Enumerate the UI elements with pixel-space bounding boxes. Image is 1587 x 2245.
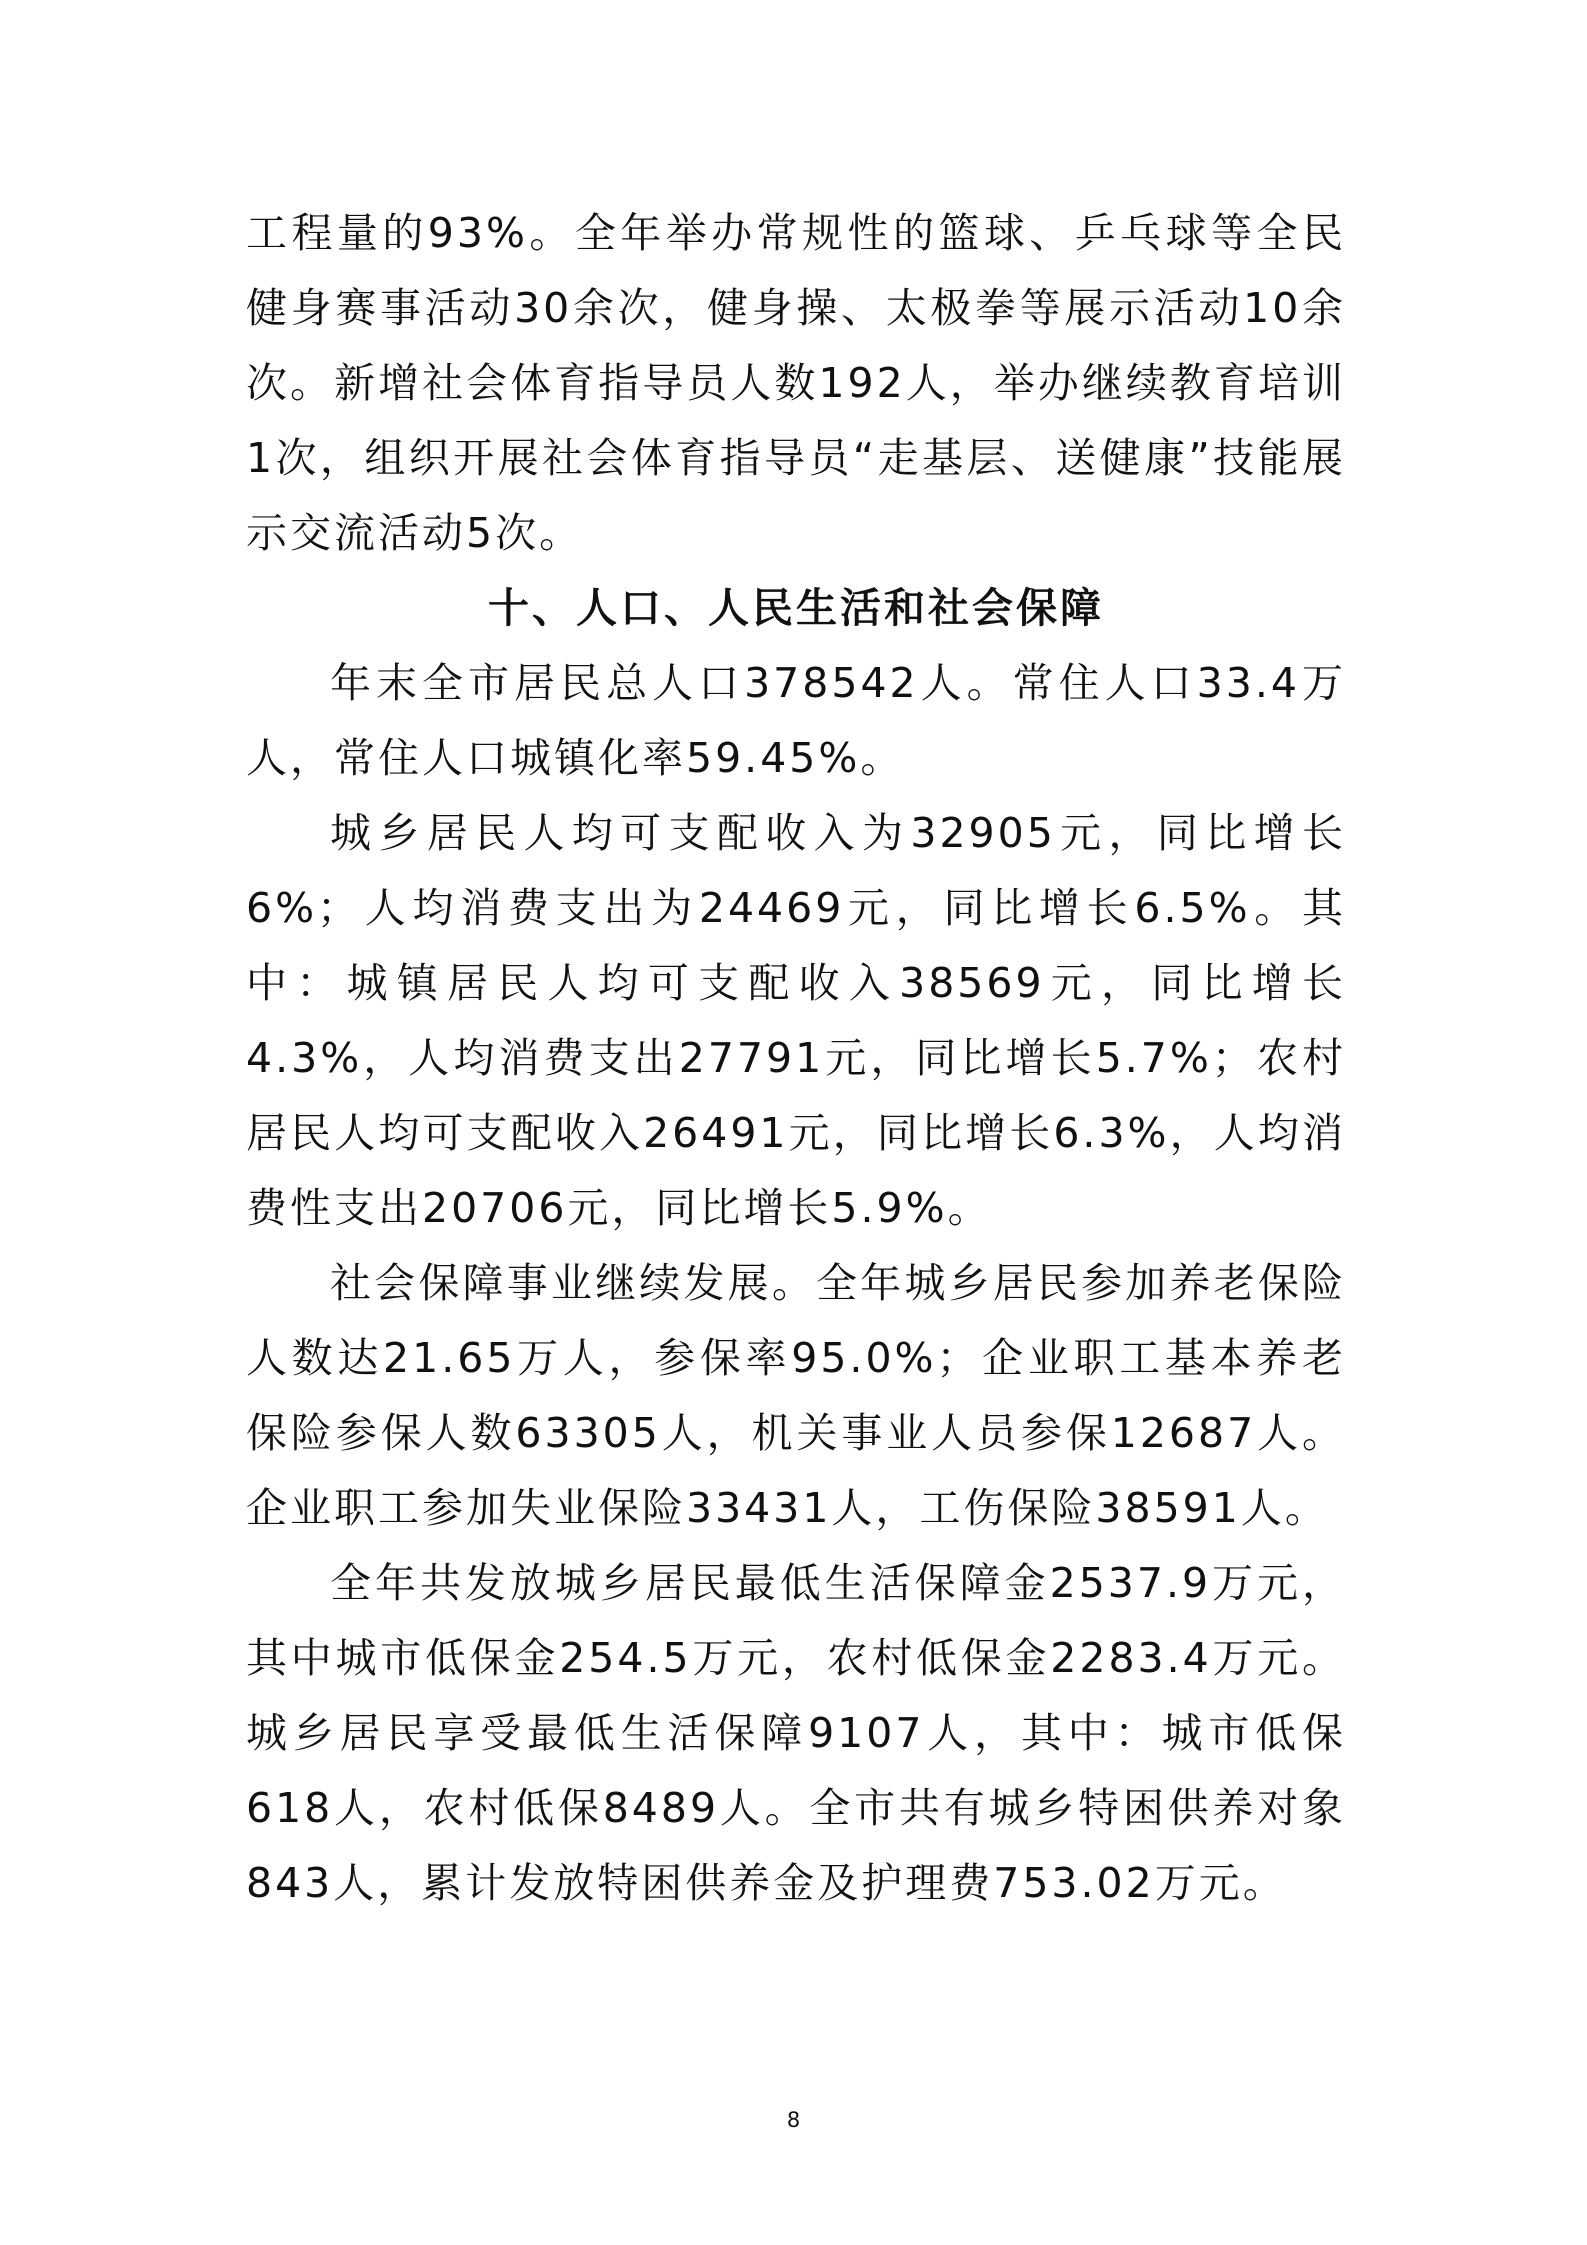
section-title: 十、人口、人民生活和社会保障 — [488, 584, 1104, 632]
minimum-living-paragraph: 全年共发放城乡居民最低生活保障金2537.9万元，其中城市低保金254.5万元，农村低保金2283.4万元。城乡居民享受最低生活保障9107人，其中：城市低保618人，农村低保8489人。全市共有城乡特困供养对象843人，累计发放特困供养金及护理费753.02万元。 — [246, 1559, 1346, 1907]
page-number: 8 — [786, 2108, 801, 2132]
social-security-paragraph: 社会保障事业继续发展。全年城乡居民参加养老保险人数达21.65万人，参保率95.0%；企业职工基本养老保险参保人数63305人，机关事业人员参保12687人。企业职工参加失业保险33431人，工伤保险38591人。 — [246, 1259, 1346, 1532]
income-paragraph: 城乡居民人均可支配收入为32905元，同比增长6%；人均消费支出为24469元，同比增长6.5%。其中：城镇居民人均可支配收入38569元，同比增长4.3%，人均消费支出27791元，同比增长5.7%；农村居民人均可支配收入26491元，同比增长6.3%，人均消费性支出20706元，同比增长5.9%。 — [246, 809, 1346, 1232]
population-paragraph: 年末全市居民总人口378542人。常住人口33.4万人，常住人口城镇化率59.45%。 — [246, 659, 1346, 782]
continued-paragraph: 工程量的93%。全年举办常规性的篮球、乒乓球等全民健身赛事活动30余次，健身操、太极拳等展示活动10余次。新增社会体育指导员人数192人，举办继续教育培训1次，组织开展社会体育指导员“走基层、送健康”技能展示交流活动5次。 — [246, 209, 1346, 557]
page-content — [246, 196, 1346, 1921]
